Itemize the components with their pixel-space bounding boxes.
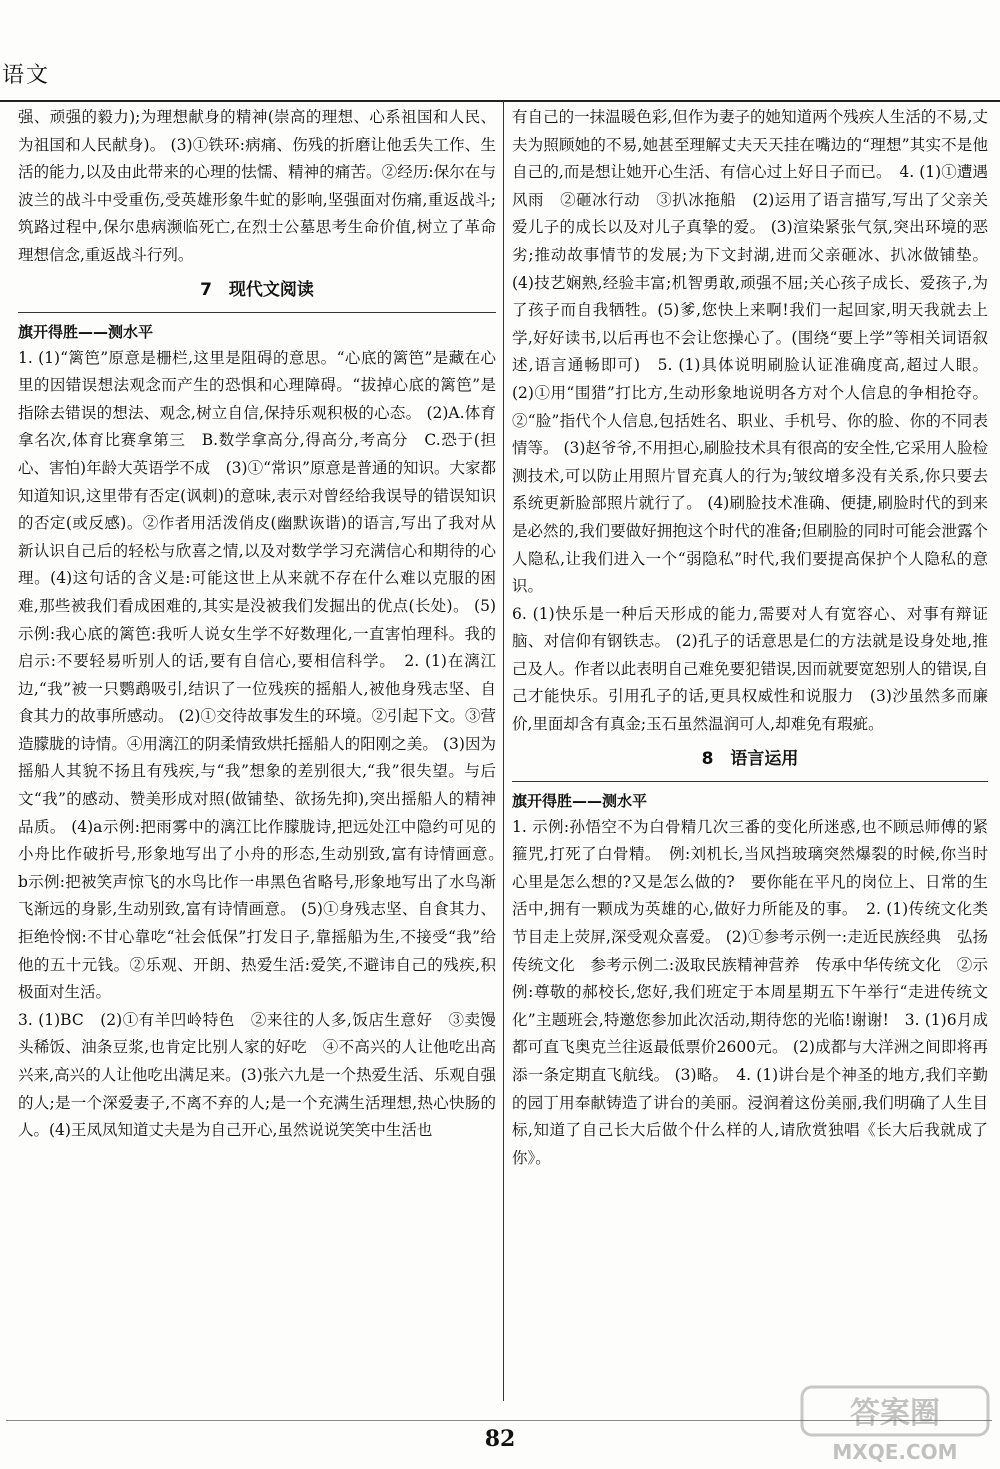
page-number: 82 [484,1426,516,1452]
watermark-text-top: 答案圈 [850,1396,940,1431]
right-column [512,104,988,1172]
answer-block-q1-q2: 1. (1)“篱笆”原意是栅栏,这里是阻碍的意思。“心底的篱笆”是藏在心里的因错误想法观念而产生的恐惧和心理障碍。“拔掉心底的篱笆”是指除去错误的想法、观念,树立自信,保持乐观积极的心态。 (2)A.体育拿名次,体育比赛拿第三 B.数学拿高分,得高分,考高分 C.恐于(担心、害怕)年龄大英语学不成 (3)①“常识”原意是普通的知识。大家都知道知识,这里带有否定(讽刺)的意味,表示对曾经给我误导的错误知识的否定(或反感)。②作者用活泼俏皮(幽默诙谐)的语言,写出了我对从新认识自己后的轻松与欣喜之情,以及对数学学习充满信心和期待的心理。(4)这句话的含义是:可能这世上从来就不存在什么难以克服的困难,那些被我们看成困难的,其实是没被我们发掘出的优点(长处)。 (5)示例:我心底的篱笆:我听人说女生学不好数理化,一直害怕理科。我的启示:不要轻易听别人的话,要有自信心,要相信科学。 2. (1)在漓江边,“我”被一只鹦鹉吸引,结识了一位残疾的摇船人,被他身残志坚、自食其力的故事所感动。 (2)①交待故事发生的环境。②引起下文。③营造朦胧的诗情。④用漓江的阴柔情致烘托摇船人的阳刚之美。 (3)因为摇船人其貌不扬且有残疾,与“我”想象的差别很大,“我”很失望。与后文“我”的感动、赞美形成对照(做铺垫、欲扬先抑),突出摇船人的精神品质。 (4)a示例:把雨雾中的漓江比作朦胧诗,把远处江中隐约可见的小舟比作破折号,形象地写出了小舟的形态,生动别致,富有诗情画意。 b示例:把被笑声惊飞的水鸟比作一串黑色省略号,形象地写出了水鸟渐飞渐远的身影,生动别致,富有诗情画意。 (5)①身残志坚、自食其力、拒绝怜悯:不甘心靠吃“社会低保”打发日子,靠摇船为生,不接受“我”给他的五十元钱。②乐观、开朗、热爱生活:爱笑,不避讳自己的残疾,积极面对生活。 [18,348,512,1002]
header-rule [0,100,1000,102]
column-divider [503,101,504,1401]
section-7-subheading: 旗开得胜——测水平 [18,312,496,345]
section-8-subheading: 旗开得胜——测水平 [512,781,988,814]
answer-block-q6: 6. (1)快乐是一种后天形成的能力,需要对人有宽容心、对事有辩证脑、对信仰有钢铁志。 (2)孔子的话意思是仁的方法就是设身处地,推己及人。作者以此表明自己难免要犯错误,因而就要宽恕别人的错误,自己才能快乐。引用孔子的话,更具权威性和说服力 (3)沙虽然多而廉价,里面却含有真金;玉石虽然温润可人,却难免有瑕疵。 [512,604,988,734]
page-header-subject: 语文 [2,63,51,88]
section-8-heading: 8 语言运用 [701,748,799,769]
answer-block-section-8: 1. 示例:孙悟空不为白骨精几次三番的变化所迷惑,也不顾忌师傅的紧箍咒,打死了白骨精。 例:刘机长,当风挡玻璃突然爆裂的时候,你当时心里是怎么想的?又是怎么做的? 要你能在平凡的岗位上、日常的生活中,拥有一颗成为英雄的心,做好力所能及的事。 2. (1)传统文化类节目走上荧屏,深受观众喜爱。 (2)①参考示例一:走近民族经典 弘扬传统文化 参考示例二:汲取民族精神营养 传承中华传统文化 ②示例:尊敬的郝校长,您好,我们班定于本周星期五下午举行“走进传统文化”主题班会,特邀您参加此次活动,期待您的光临!谢谢! 3. (1)6月成都可直飞奥克兰往返最低票价2600元。 (2)成都与大洋洲之间即将再添一条定期直飞航线。 (3)略。 4. (1)讲台是个神圣的地方,我们辛勤的园丁用奉献铸造了讲台的美丽。浸润着这份美丽,我们明确了人生目标,知道了自己长大后做个什么样的人,请欣赏独唱《长大后我就成了你》。 [512,817,988,1167]
watermark-text-bottom: MXQE.COM [832,1440,958,1464]
answer-block-q3: 3. (1)BC (2)①有羊凹岭特色 ②来往的人多,饭店生意好 ③卖馒头稀饭、油条豆浆,也肯定比别人家的好吃 ④不高兴的人让他吃出高兴来,高兴的人让他吃出满足来。(3)张六九是一个热爱生活、乐观自强的人;是一个深爱妻子,不离不弃的人;是一个充满生活理想,热心快肠的人。(4)王凤凤知道丈夫是为自己开心,虽然说说笑笑中生活也 [18,1010,496,1140]
answer-block-q3-q5: 有自己的一抹温暖色彩,但作为妻子的她知道两个残疾人生活的不易,丈夫为照顾她的不易,她甚至理解丈夫天天挂在嘴边的“理想”其实不是他自己的,而是想让她开心生活、有信心过上好日子而已。 4. (1)①遭遇风雨 ②砸冰行动 ③扒冰拖船 (2)运用了语言描写,写出了父亲关爱儿子的成长以及对儿子真挚的爱。 (3)渲染紧张气氛,突出环境的恶劣;推动故事情节的发展;为下文封湖,进而父亲砸冰、扒冰做铺垫。 (4)技艺娴熟,经验丰富;机智勇敢,顽强不屈;关心孩子成长、爱孩子,为了孩子而自我牺牲。(5)爹,您快上来啊!我们一起回家,明天我就去上学,好好读书,以后再也不会让您操心了。(围绕“要上学”等相关词语叙述,语言通畅即可) 5. (1)具体说明刷脸认证准确度高,超过人眼。 (2)①用“围猎”打比方,生动形象地说明各方对个人信息的争相抢夺。②“脸”指代个人信息,包括姓名、职业、手机号、你的脸、你的不同表情等。 (3)赵爷爷,不用担心,刷脸技术具有很高的安全性,它采用人脸检测技术,可以防止用照片冒充真人的行为;皱纹增多没有关系,你只要去系统更新脸部照片就行了。 (4)刷脸技术准确、便捷,刷脸时代的到来是必然的,我们要做好拥抱这个时代的准备;但刷脸的同时可能会泄露个人隐私,让我们进入一个“弱隐私”时代,我们要提高保护个人隐私的意识。 [512,108,988,596]
section-7-heading: 7 现代文阅读 [200,279,314,300]
left-column [18,104,512,1145]
watermark-logo [800,1385,990,1465]
continuation-paragraph: 强、顽强的毅力);为理想献身的精神(崇高的理想、心系祖国和人民、为祖国和人民献身)。 (3)①铁环:病痛、伤残的折磨让他丢失工作、生活的能力,以及由此带来的心理的怯懦、精神的痛苦。②经历:保尔在与波兰的战斗中受重伤,受英雄形象牛虻的影响,坚强面对伤痛,重返战斗;筑路过程中,保尔患病濒临死亡,在烈士公墓思考生命价值,树立了革命理想信念,重返战斗行列。 [18,108,496,264]
